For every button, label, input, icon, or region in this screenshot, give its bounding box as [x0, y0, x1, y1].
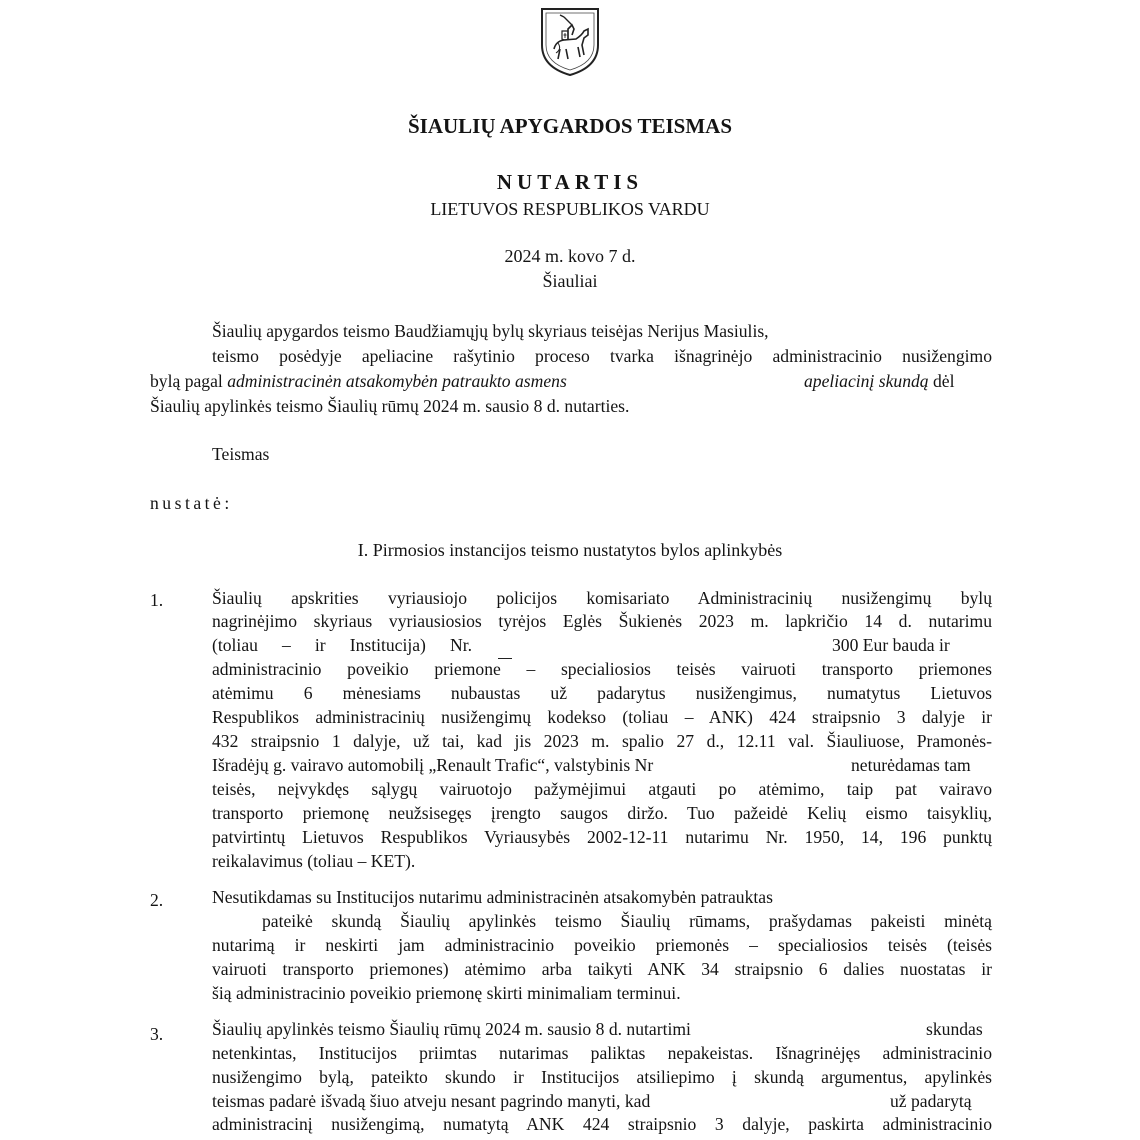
paragraph-line: teisės, neįvykdęs sąlygų vairuotojo pažymėjimui atgauti po atėmimo, taip pat vairavo: [212, 779, 992, 799]
document-date: 2024 m. kovo 7 d.: [504, 246, 636, 266]
document-subtitle: LIETUVOS RESPUBLIKOS VARDU: [430, 199, 710, 219]
coat-of-arms-icon: [538, 5, 602, 77]
paragraph-line: 432 straipsnio 1 dalyje, už tai, kad jis 2023 m. spalio 27 d., 12.11 val. Šiauliuose, Pramonės-: [212, 731, 992, 751]
paragraph-line: nusižengimo bylą, pateikto skundo ir Institucijos atsiliepimo į skundą argumentus, apylinkės: [212, 1067, 992, 1087]
paragraph-line: netenkintas, Institucijos priimtas nutarimas paliktas nepakeistas. Išnagrinėjęs administracinio: [212, 1043, 992, 1063]
paragraph-number: 1.: [150, 590, 164, 610]
intro-line-4: Šiaulių apylinkės teismo Šiaulių rūmų 2024 m. sausio 8 d. nutarties.: [150, 396, 630, 416]
paragraph-line: administracinį nusižengimą, numatytą ANK 424 straipsnio 3 dalyje, paskirta administracinio: [212, 1114, 992, 1134]
intro-line-1: Šiaulių apygardos teismo Baudžiamųjų bylų skyriaus teisėjas Nerijus Masiulis,: [212, 321, 769, 341]
paragraph-line: transporto priemonę neužsisegęs įrengto saugos diržo. Tuo pažeidė Kelių eismo taisyklių,: [212, 803, 992, 823]
paragraph-line: nutarimą ir neskirti jam administracinio poveikio priemonės – specialiosios teisės (teisės: [212, 935, 992, 955]
intro-line-3-end: apeliacinį skundą dėl: [804, 371, 955, 391]
paragraph-line: Šiaulių apskrities vyriausiojo policijos komisariato Administracinių nusižengimų bylų: [212, 588, 992, 608]
document-city: Šiauliai: [542, 271, 598, 291]
section-heading: I. Pirmosios instancijos teismo nustatytos bylos aplinkybės: [357, 540, 783, 560]
paragraph-line: pateikė skundą Šiaulių apylinkės teismo Šiaulių rūmams, prašydamas pakeisti minėtą: [262, 911, 992, 931]
paragraph-line: Respublikos administracinių nusižengimų kodekso (toliau – ANK) 424 straipsnio 3 dalyje ir: [212, 707, 992, 727]
paragraph-line: neturėdamas tam: [851, 755, 971, 775]
paragraph-line: šią administracinio poveikio priemonę skirti minimaliam terminui.: [212, 983, 681, 1003]
paragraph-line: 300 Eur bauda ir: [832, 635, 950, 655]
intro-italic-appeal: apeliacinį skundą: [804, 371, 929, 391]
intro-italic-person: administracinėn atsakomybėn patraukto asmens: [227, 371, 567, 391]
document-type-title: NUTARTIS: [496, 170, 644, 194]
paragraph-line: Nesutikdamas su Institucijos nutarimu administracinėn atsakomybėn patrauktas: [212, 887, 773, 907]
paragraph-line: reikalavimus (toliau – KET).: [212, 851, 416, 871]
paragraph-line: (toliau – ir Institucija) Nr.: [212, 635, 472, 655]
paragraph-number: 2.: [150, 890, 164, 910]
established-label: nustatė:: [150, 493, 233, 513]
paragraph-line: už padarytą: [890, 1091, 972, 1111]
paragraph-line: Šiaulių apylinkės teismo Šiaulių rūmų 2024 m. sausio 8 d. nutartimi: [212, 1019, 691, 1039]
intro-line-3: bylą pagal administracinėn atsakomybėn patraukto asmens: [150, 371, 567, 391]
intro-line-2: teismo posėdyje apeliacine rašytinio proceso tvarka išnagrinėjo administracinio nusižengimo: [212, 346, 992, 366]
paragraph-line: skundas: [926, 1019, 983, 1039]
paragraph-line: patvirtintų Lietuvos Respublikos Vyriausybės 2002-12-11 nutarimu Nr. 1950, 14, 196 punktų: [212, 827, 992, 847]
paragraph-line: teismas padarė išvadą šiuo atveju nesant pagrindo manyti, kad: [212, 1091, 651, 1111]
paragraph-number: 3.: [150, 1024, 164, 1044]
paragraph-line: nagrinėjimo skyriaus vyriausiosios tyrėjos Eglės Šukienės 2023 m. lapkričio 14 d. nutarimu: [212, 611, 992, 631]
court-label: Teismas: [212, 444, 270, 464]
paragraph-line: vairuoti transporto priemones) atėmimo arba taikyti ANK 34 straipsnio 6 dalies nuostatas ir: [212, 959, 992, 979]
paragraph-line: administracinio poveikio priemone – specialiosios teisės vairuoti transporto priemones: [212, 659, 992, 679]
paragraph-line: atėmimu 6 mėnesiams nubaustas už padarytus nusižengimus, numatytus Lietuvos: [212, 683, 992, 703]
paragraph-line: Išradėjų g. vairavo automobilį „Renault Trafic“, valstybinis Nr: [212, 755, 654, 775]
court-name: ŠIAULIŲ APYGARDOS TEISMAS: [407, 114, 733, 138]
